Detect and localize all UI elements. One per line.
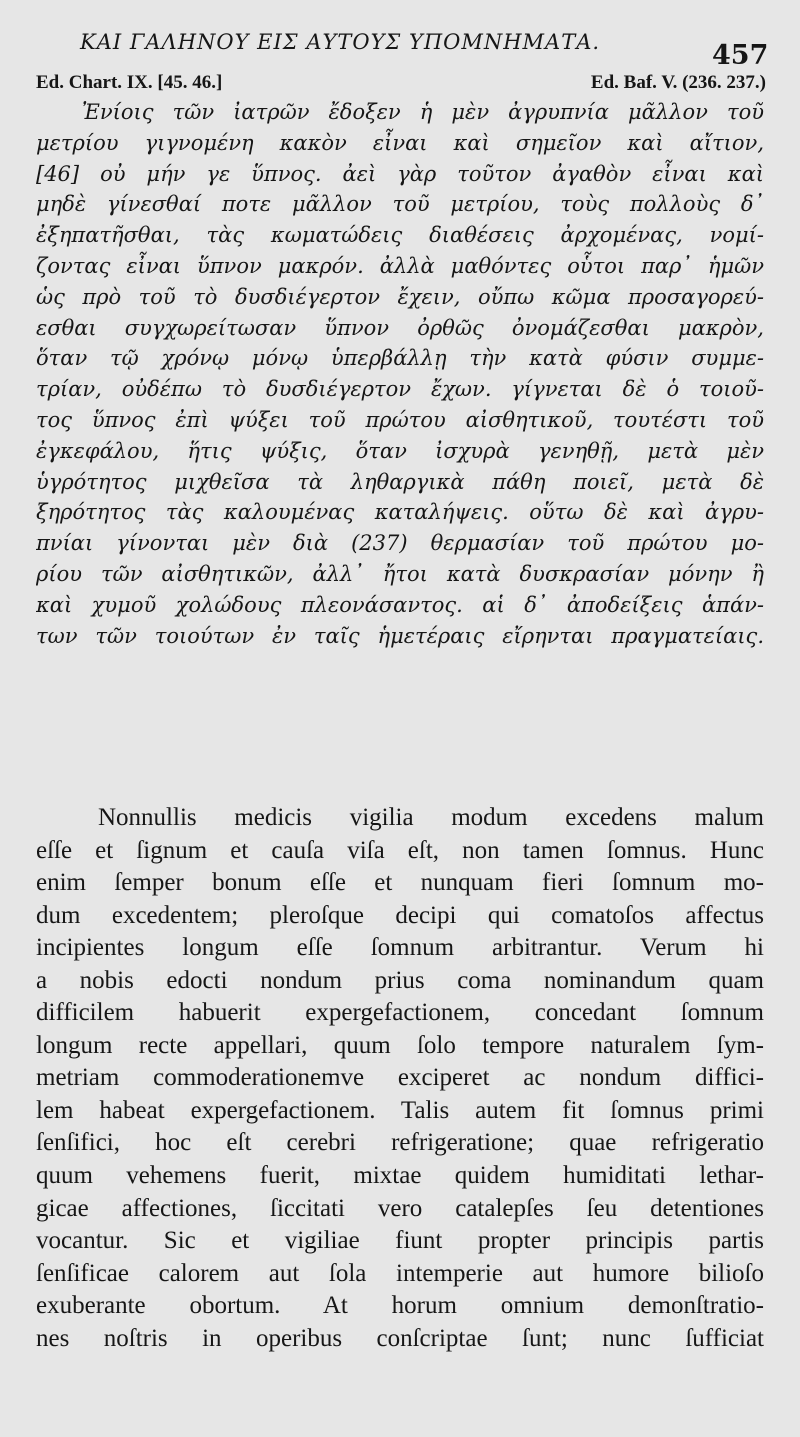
latin-line: ſenſificae calorem aut ſola intemperie aut humore bilioſo (36, 1259, 764, 1287)
latin-line: metriam commoderationemve exciperet ac nondum diffici- (36, 1064, 764, 1092)
greek-line: ὑγρότητος μιχθεῖσα τὰ ληθαργικὰ πάθη ποιεῖ, μετὰ δὲ (36, 469, 764, 494)
latin-line: enim ſemper bonum eſſe et nunquam fieri ſomnum mo- (36, 869, 764, 897)
greek-line: καὶ χυμοῦ χολώδους πλεονάσαντος. αἱ δ᾽ ἀποδείξεις ἁπάν- (36, 592, 764, 617)
greek-line: ἐγκεφάλου, ἥτις ψύξις, ὅταν ἰσχυρὰ γενηθῇ, μετὰ μὲν (36, 438, 764, 463)
latin-text-block (36, 802, 764, 1355)
greek-line: των τῶν τοιούτων ἐν ταῖς ἡμετέραις εἴρηνται πραγματείαις. (36, 623, 764, 648)
greek-line: μηδὲ γίνεσθαί ποτε μᾶλλον τοῦ μετρίου, τοὺς πολλοὺς δ᾽ (36, 192, 764, 217)
greek-line: ρίου τῶν αἰσθητικῶν, ἀλλ᾽ ἤτοι κατὰ δυσκρασίαν μόνην ἢ (36, 561, 764, 586)
edition-reference-left: Ed. Chart. IX. [45. 46.] (36, 72, 223, 93)
latin-line: lem habeat expergefactionem. Talis autem fit ſomnus primi (36, 1096, 764, 1124)
greek-line: πνίαι γίνονται μὲν διὰ (237) θερμασίαν τοῦ πρώτου μο- (36, 531, 764, 556)
greek-line: εσθαι συγχωρείτωσαν ὕπνον ὀρθῶς ὀνομάζεσθαι μακρὸν, (36, 315, 764, 340)
latin-line: gicae affectiones, ſiccitati vero catalepſes ſeu detentiones (36, 1194, 764, 1222)
greek-line: τρίαν, οὐδέπω τὸ δυσδιέγερτον ἔχων. γίγνεται δὲ ὁ τοιοῦ- (36, 377, 764, 402)
greek-line: ὡς πρὸ τοῦ τὸ δυσδιέγερτον ἔχειν, οὔπω κῶμα προσαγορεύ- (36, 284, 764, 309)
greek-line: Ἐνίοις τῶν ἰατρῶν ἔδοξεν ἡ μὲν ἀγρυπνία μᾶλλον τοῦ (82, 100, 764, 124)
latin-line: Nonnullis medicis vigilia modum excedens malum (98, 804, 764, 831)
running-title: ΚΑΙ ΓΑΛΗΝΟΥ ΕΙΣ ΑΥΤΟΥΣ ΥΠΟΜΝΗΜΑΤΑ. (80, 30, 601, 54)
greek-line: ζοντας εἶναι ὕπνον μακρόν. ἀλλὰ μαθόντες οὗτοι παρ᾽ ἡμῶν (36, 253, 764, 278)
greek-line: ξηρότητος τὰς καλουμένας καταλήψεις. οὕτω δὲ καὶ ἀγρυ- (36, 500, 764, 525)
latin-line: dum excedentem; pleroſque decipi qui comatoſos affectus (36, 901, 764, 929)
latin-line: a nobis edocti nondum prius coma nominandum quam (36, 966, 764, 994)
greek-line: τος ὕπνος ἐπὶ ψύξει τοῦ πρώτου αἰσθητικοῦ, τουτέστι τοῦ (36, 407, 764, 432)
edition-reference-right: Ed. Baf. V. (236. 237.) (590, 72, 766, 93)
greek-line: ἐξηπατῆσθαι, τὰς κωματώδεις διαθέσεις ἀρχομένας, νομί- (36, 223, 764, 248)
latin-line: eſſe et ſignum et cauſa viſa eſt, non tamen ſomnus. Hunc (36, 836, 764, 864)
greek-line: μετρίου γιγνομένη κακὸν εἶναι καὶ σημεῖον καὶ αἴτιον, (36, 130, 764, 155)
greek-text-block (36, 97, 764, 651)
latin-line: quum vehemens fuerit, mixtae quidem humiditati lethar- (36, 1162, 764, 1190)
latin-line: exuberante obortum. At horum omnium demonſtratio- (36, 1292, 764, 1320)
latin-line: longum recte appellari, quum ſolo tempore naturalem ſym- (36, 1031, 764, 1059)
latin-line: incipientes longum eſſe ſomnum arbitrantur. Verum hi (36, 934, 764, 962)
latin-line: ſenſifici, hoc eſt cerebri refrigeratione; quae refrigeratio (36, 1129, 764, 1157)
latin-line: nes noſtris in operibus conſcriptae ſunt; nunc ſufficiat (36, 1324, 764, 1352)
greek-line: [46] οὐ μήν γε ὕπνος. ἀεὶ γὰρ τοῦτον ἀγαθὸν εἶναι καὶ (36, 161, 764, 186)
edition-reference-line (36, 72, 766, 94)
greek-line: ὅταν τῷ χρόνῳ μόνῳ ὑπερβάλλῃ τὴν κατὰ φύσιν συμμε- (36, 346, 764, 371)
page-number: 457 (712, 40, 769, 71)
latin-line: difficilem habuerit expergefactionem, concedant ſomnum (36, 999, 764, 1027)
latin-line: vocantur. Sic et vigiliae fiunt propter principis partis (36, 1227, 764, 1255)
